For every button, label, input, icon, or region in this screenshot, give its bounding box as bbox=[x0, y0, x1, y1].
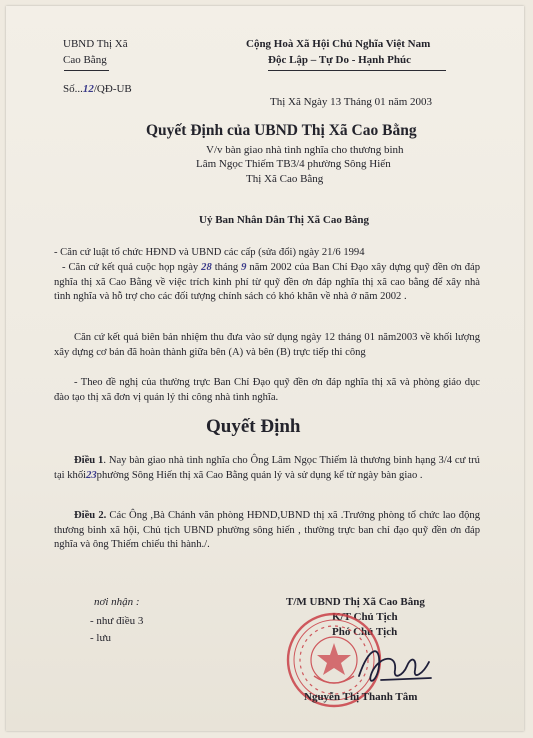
subject-line1: V/v bàn giao nhà tình nghĩa cho thương binh bbox=[206, 144, 404, 156]
agency-name-line2: Cao Bằng bbox=[63, 54, 107, 66]
recipient-item: - như điều 3 bbox=[90, 615, 143, 627]
meeting-month-handwritten: 9 bbox=[241, 262, 247, 273]
recipients-label: nơi nhận : bbox=[94, 596, 140, 608]
issuing-body: Uỷ Ban Nhân Dân Thị Xã Cao Bằng bbox=[199, 214, 370, 226]
reference-handwritten-number: 12 bbox=[82, 83, 94, 95]
subject-line3: Thị Xã Cao Bằng bbox=[246, 173, 324, 185]
article-1-part-b: phường Sông Hiến thị xã Cao Bằng quản lý và sử dụng kể từ ngày bàn giao . bbox=[96, 469, 423, 481]
article-2-text: Các Ông ,Bà Chánh văn phòng HĐND,UBND thị xã .Trưởng phòng tổ chức lao động thương binh xã hội, Chủ tịch UBND phường sông hiến , thường trực ban chỉ đạo quỹ đền ơn đáp nghĩa và ông Thiếm chiếu thi hành./. bbox=[54, 510, 480, 551]
basis-p2-part-c: năm 2002 của Ban Chỉ Đạo xây dựng quỹ đền ơn đáp nghĩa thị xã Cao Bằng về việc trích kinh phí từ quỹ đền ơn đáp nghĩa thị xã cao bằng để xây nhà tình nghĩa và hỗ trợ cho các đối tượng chính sách có khó khăn về nhà ở năm 2002 . bbox=[54, 262, 481, 303]
meeting-day-handwritten: 28 bbox=[201, 262, 212, 273]
signatory-name: Nguyễn Thị Thanh Tâm bbox=[304, 691, 418, 703]
article-1-label: Điều 1 bbox=[74, 455, 104, 466]
motto-underline bbox=[268, 70, 446, 71]
signature-line-1: T/M UBND Thị Xã Cao Bằng bbox=[286, 596, 425, 608]
signature-line-3: Phó Chủ Tịch bbox=[332, 626, 398, 638]
handwritten-signature-icon bbox=[351, 636, 441, 692]
subject-line2: Lâm Ngọc Thiếm TB3/4 phường Sông Hiến bbox=[196, 158, 391, 170]
basis-paragraph-1: - Căn cứ luật tổ chức HĐND và UBND các cấp (sửa đổi) ngày 21/6 1994 bbox=[54, 247, 365, 258]
basis-paragraph-3: Căn cứ kết quả biên bản nhiệm thu đưa vào sử dụng ngày 12 tháng 01 năm2003 về khối lượng xây dựng cơ bản đã hoàn thành giữa bên (A) và bên (B) trực tiếp thi công bbox=[54, 332, 480, 358]
national-motto-line1: Cộng Hoà Xã Hội Chủ Nghĩa Việt Nam bbox=[246, 38, 431, 50]
basis-paragraph-4: - Theo đề nghị của thường trực Ban Chỉ Đạo quỹ đền ơn đáp nghĩa thị xã và phòng giáo dục đào tạo thị xã đơn vị quản lý thi công nhà tình nghĩa. bbox=[54, 377, 480, 403]
reference-number bbox=[63, 83, 132, 95]
document-title: Quyết Định của UBND Thị Xã Cao Bằng bbox=[146, 122, 417, 139]
article-1 bbox=[54, 454, 480, 483]
national-motto-line2: Độc Lập – Tự Do - Hạnh Phúc bbox=[268, 54, 412, 66]
decision-heading: Quyết Định bbox=[206, 416, 301, 437]
reference-suffix: /QĐ-UB bbox=[93, 83, 132, 95]
basis-paragraph-2 bbox=[54, 261, 480, 305]
document-page bbox=[6, 6, 524, 731]
basis-p2-part-b: tháng bbox=[214, 262, 239, 273]
agency-underline bbox=[64, 70, 109, 71]
article-2 bbox=[54, 509, 480, 553]
date-line: Thị Xã Ngày 13 Tháng 01 năm 2003 bbox=[270, 96, 433, 108]
agency-name-line1: UBND Thị Xã bbox=[63, 38, 128, 50]
basis-p2-part-a: - Căn cứ kết quả cuộc họp ngày bbox=[62, 262, 199, 273]
recipient-item: - lưu bbox=[90, 632, 111, 644]
block-number-handwritten: 23 bbox=[86, 469, 97, 481]
reference-prefix: Số... bbox=[63, 83, 83, 95]
signature-line-2: K/T Chủ Tịch bbox=[332, 611, 398, 623]
article-1-part-a: . Nay bàn giao nhà tình nghĩa cho Ông Lâm Ngọc Thiếm là thương binh hạng 3/4 cư trú tại khối bbox=[54, 455, 480, 481]
article-2-label: Điều 2. bbox=[74, 510, 107, 521]
